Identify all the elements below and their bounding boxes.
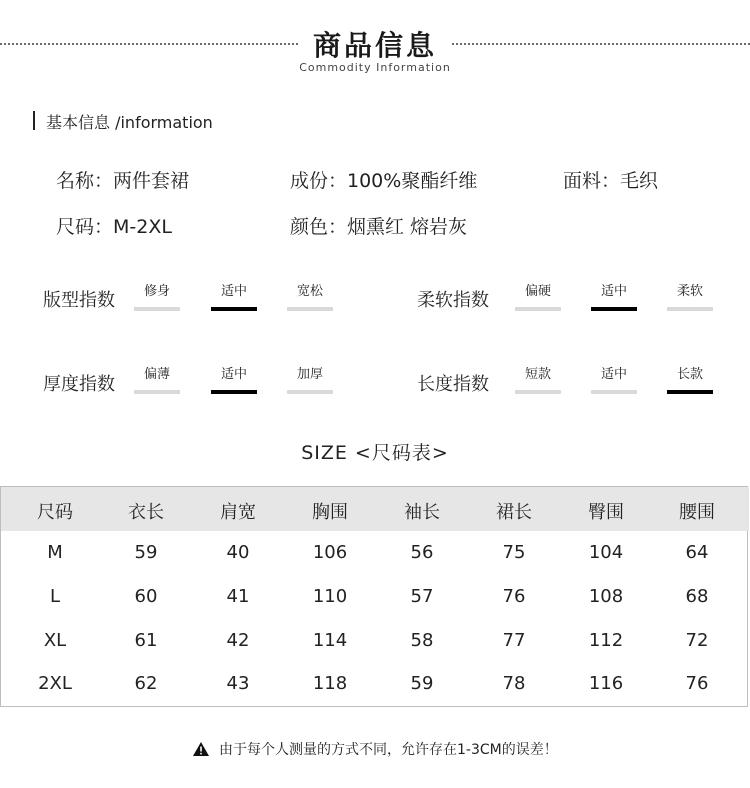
table-cell: 2XL bbox=[38, 673, 72, 694]
info-fabric: 面料：毛织 bbox=[563, 170, 659, 192]
table-cell: 59 bbox=[134, 542, 158, 563]
section-marker bbox=[33, 111, 35, 130]
column-header: 衣长 bbox=[128, 502, 164, 523]
info-name: 名称：两件套裙 bbox=[56, 170, 190, 192]
index-option-selected: 适中 bbox=[591, 284, 637, 311]
table-cell: 78 bbox=[502, 673, 526, 694]
table-cell: 57 bbox=[410, 586, 434, 607]
table-cell: 116 bbox=[588, 673, 624, 694]
info-size: 尺码：M-2XL bbox=[56, 216, 172, 238]
page-subtitle: Commodity Information bbox=[299, 61, 451, 74]
table-cell: 60 bbox=[134, 586, 158, 607]
index-option: 偏硬 bbox=[515, 284, 561, 311]
column-header: 肩宽 bbox=[220, 502, 256, 523]
index-option: 修身 bbox=[134, 284, 180, 311]
table-cell: 64 bbox=[685, 542, 709, 563]
index-label: 版型指数 bbox=[43, 290, 115, 311]
table-cell: 68 bbox=[685, 586, 709, 607]
column-header: 胸围 bbox=[312, 502, 348, 523]
table-cell: 40 bbox=[226, 542, 250, 563]
table-cell: M bbox=[47, 542, 63, 563]
index-label: 柔软指数 bbox=[417, 290, 489, 311]
column-header: 臀围 bbox=[588, 502, 624, 523]
table-cell: 75 bbox=[502, 542, 526, 563]
column-header: 腰围 bbox=[679, 502, 715, 523]
size-table-title: SIZE <尺码表> bbox=[301, 442, 449, 464]
table-cell: 112 bbox=[588, 630, 624, 651]
table-cell: 114 bbox=[312, 630, 348, 651]
table-cell: 43 bbox=[226, 673, 250, 694]
table-cell: 62 bbox=[134, 673, 158, 694]
column-header: 袖长 bbox=[404, 502, 440, 523]
notice-text: 由于每个人测量的方式不同，允许存在1-3CM的误差！ bbox=[219, 742, 558, 758]
table-cell: L bbox=[49, 586, 61, 607]
column-header: 尺码 bbox=[37, 502, 73, 523]
index-option-selected: 长款 bbox=[667, 367, 713, 394]
index-option-selected: 适中 bbox=[211, 367, 257, 394]
table-cell: 118 bbox=[312, 673, 348, 694]
warning-icon bbox=[193, 742, 209, 760]
size-table-header bbox=[1, 487, 749, 531]
table-cell: 76 bbox=[685, 673, 709, 694]
table-cell: 110 bbox=[312, 586, 348, 607]
table-cell: 106 bbox=[312, 542, 348, 563]
index-option: 短款 bbox=[515, 367, 561, 394]
page-title: 商品信息 bbox=[312, 29, 437, 62]
index-option: 柔软 bbox=[667, 284, 713, 311]
table-cell: 61 bbox=[134, 630, 158, 651]
section-title: 基本信息 /information bbox=[46, 113, 213, 132]
table-cell: 77 bbox=[502, 630, 526, 651]
index-option: 适中 bbox=[591, 367, 637, 394]
index-label: 长度指数 bbox=[417, 374, 489, 395]
measurement-notice bbox=[193, 739, 558, 760]
size-table bbox=[0, 486, 748, 707]
table-cell: 56 bbox=[410, 542, 434, 563]
index-option: 宽松 bbox=[287, 284, 333, 311]
table-cell: 72 bbox=[685, 630, 709, 651]
info-composition: 成份：100%聚酯纤维 bbox=[290, 170, 478, 192]
table-cell: 58 bbox=[410, 630, 434, 651]
table-cell: 59 bbox=[410, 673, 434, 694]
info-color: 颜色：烟熏红 熔岩灰 bbox=[290, 216, 468, 238]
index-option: 偏薄 bbox=[134, 367, 180, 394]
table-cell: 76 bbox=[502, 586, 526, 607]
index-label: 厚度指数 bbox=[43, 374, 115, 395]
table-cell: 42 bbox=[226, 630, 250, 651]
index-option-selected: 适中 bbox=[211, 284, 257, 311]
column-header: 裙长 bbox=[496, 502, 532, 523]
index-option: 加厚 bbox=[287, 367, 333, 394]
table-cell: XL bbox=[43, 630, 67, 651]
table-cell: 108 bbox=[588, 586, 624, 607]
table-cell: 41 bbox=[226, 586, 250, 607]
table-cell: 104 bbox=[588, 542, 624, 563]
